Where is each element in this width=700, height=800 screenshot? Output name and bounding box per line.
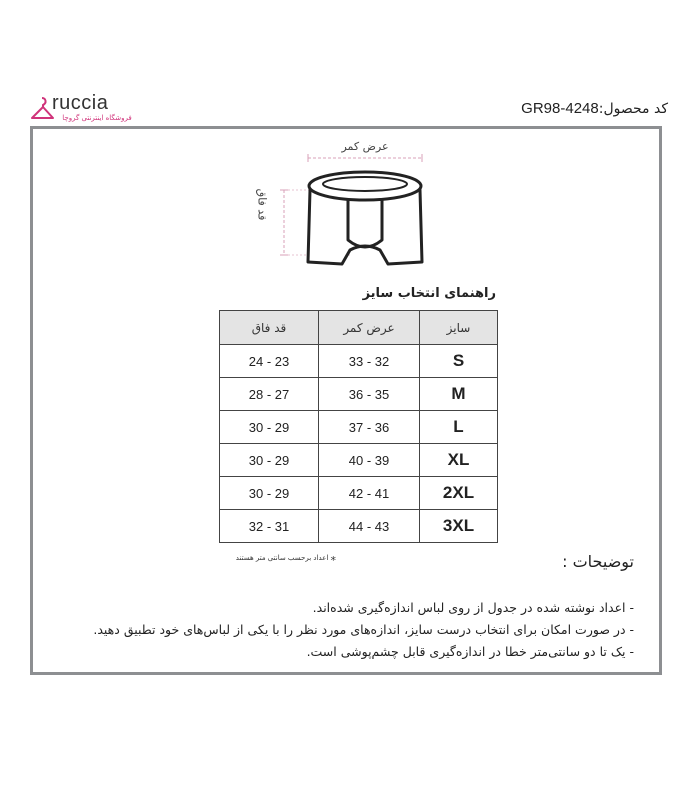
description-item: - یک تا دو سانتی‌متر خطا در اندازه‌گیری قابل چشم‌پوشی است.: [306, 644, 634, 659]
waist-dimension-label: عرض کمر: [341, 140, 389, 153]
product-code-label: کد محصول:: [598, 101, 668, 117]
rise-cell: 27 - 28: [220, 378, 319, 411]
logo-tagline: فروشگاه اینترنتی گروچا: [62, 114, 132, 122]
table-row: [220, 444, 498, 477]
hanger-logo-icon: [30, 94, 54, 124]
units-note-text: اعداد برحسب سانتی متر هستند: [235, 554, 329, 562]
rise-dimension-label: قد فاق: [255, 188, 269, 221]
size-cell: L: [420, 411, 498, 444]
boxer-diagram: [270, 150, 440, 275]
waist-cell: 43 - 44: [319, 510, 420, 543]
table-row: [220, 510, 498, 543]
waist-cell: 39 - 40: [319, 444, 420, 477]
product-code: [521, 100, 668, 117]
rise-cell: 29 - 30: [220, 444, 319, 477]
product-code-value: GR98-4248: [521, 100, 599, 117]
table-row: [220, 477, 498, 510]
table-row: [220, 378, 498, 411]
size-cell: 2XL: [420, 477, 498, 510]
waist-cell: 32 - 33: [319, 345, 420, 378]
description-item: - در صورت امکان برای انتخاب درست سایز، اندازه‌های مورد نظر را با یکی از لباس‌های خود تطبیق دهید.: [93, 622, 634, 637]
description-item: - اعداد نوشته شده در جدول از روی لباس اندازه‌گیری شده‌اند.: [312, 600, 634, 615]
description-list: [54, 597, 634, 663]
waist-cell: 36 - 37: [319, 411, 420, 444]
size-guide-title: راهنمای انتخاب سایز: [362, 286, 496, 301]
rise-cell: 29 - 30: [220, 411, 319, 444]
table-row: [220, 345, 498, 378]
header-rise: قد فاق: [220, 311, 319, 345]
size-cell: 3XL: [420, 510, 498, 543]
units-note: [214, 554, 336, 567]
waist-cell: 35 - 36: [319, 378, 420, 411]
rise-cell: 31 - 32: [220, 510, 319, 543]
table-header-row: [220, 311, 498, 345]
header-waist: عرض کمر: [319, 311, 420, 345]
size-cell: S: [420, 345, 498, 378]
header-size: سایز: [420, 311, 498, 345]
waist-cell: 41 - 42: [319, 477, 420, 510]
note-asterisk: *: [330, 554, 336, 567]
size-cell: XL: [420, 444, 498, 477]
logo-wordmark: ruccia: [52, 92, 109, 114]
description-title: توضیحات :: [562, 552, 634, 571]
table-row: [220, 411, 498, 444]
rise-cell: 29 - 30: [220, 477, 319, 510]
rise-cell: 23 - 24: [220, 345, 319, 378]
size-table: [219, 310, 498, 543]
size-cell: M: [420, 378, 498, 411]
